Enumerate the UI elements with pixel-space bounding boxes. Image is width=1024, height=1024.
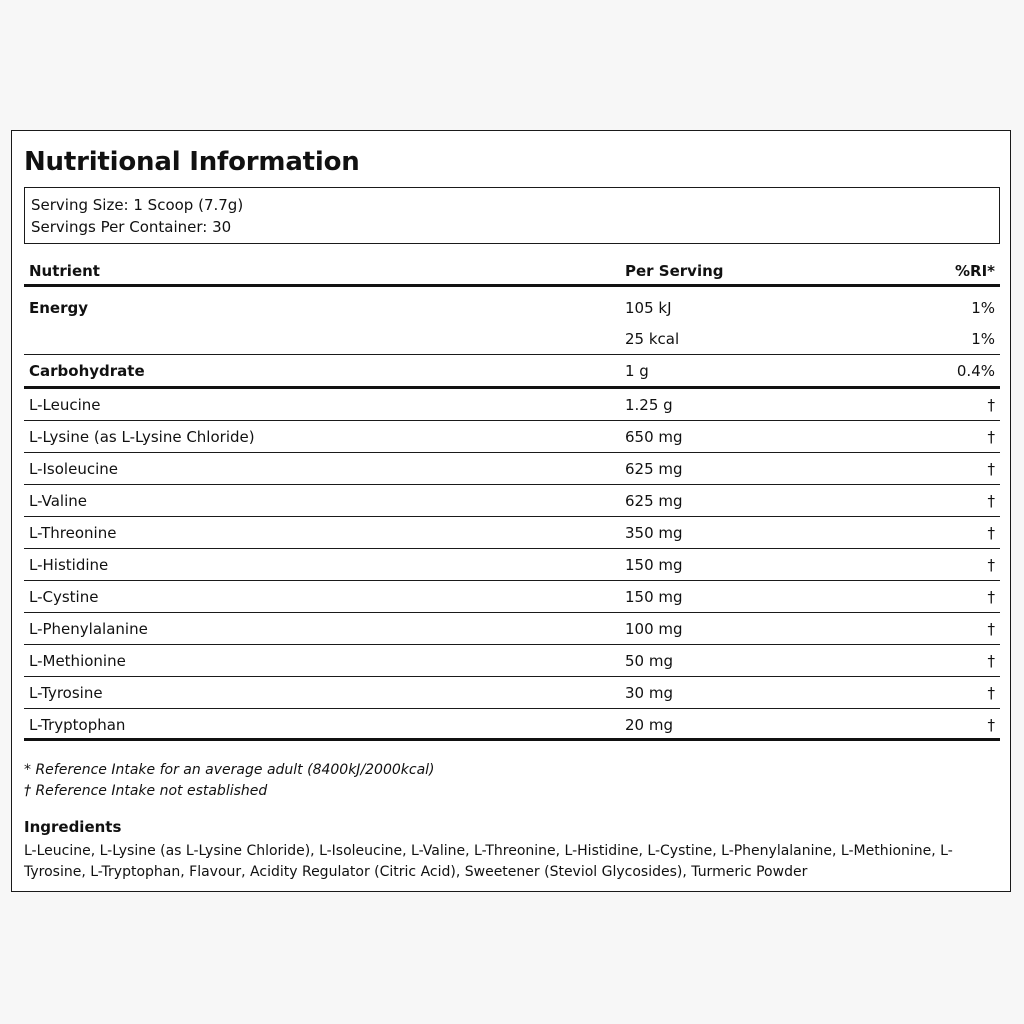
carbohydrate-row xyxy=(24,355,1000,389)
nutrient-ri: † xyxy=(987,556,995,574)
serving-size: Serving Size: 1 Scoop (7.7g) xyxy=(31,196,244,214)
nutrient-name: L-Leucine xyxy=(29,396,101,414)
table-row xyxy=(24,517,1000,549)
table-row xyxy=(24,549,1000,581)
energy-label: Energy xyxy=(29,299,89,317)
nutrient-amount: 20 mg xyxy=(625,716,673,734)
nutrient-amount: 150 mg xyxy=(625,556,683,574)
nutrient-amount: 625 mg xyxy=(625,460,683,478)
footnotes xyxy=(24,760,435,802)
table-row xyxy=(24,485,1000,517)
panel-title: Nutritional Information xyxy=(24,147,360,177)
nutrient-amount: 50 mg xyxy=(625,652,673,670)
footnote-reference-intake: * Reference Intake for an average adult (8400kJ/2000kcal) xyxy=(24,762,435,778)
nutrient-ri: † xyxy=(987,620,995,638)
ingredients-title: Ingredients xyxy=(24,818,122,836)
nutrient-name: L-Isoleucine xyxy=(29,460,118,478)
nutrient-name: L-Cystine xyxy=(29,588,99,606)
table-row xyxy=(24,677,1000,709)
nutrient-name: L-Histidine xyxy=(29,556,109,574)
nutrient-amount: 1.25 g xyxy=(625,396,673,414)
nutrient-ri: † xyxy=(987,524,995,542)
nutrient-ri: † xyxy=(987,588,995,606)
table-row xyxy=(24,453,1000,485)
header-per-serving: Per Serving xyxy=(625,262,724,280)
nutrient-amount: 30 mg xyxy=(625,684,673,702)
nutrient-amount: 625 mg xyxy=(625,492,683,510)
nutrient-name: L-Phenylalanine xyxy=(29,620,148,638)
energy-row xyxy=(24,287,1000,355)
table-row xyxy=(24,709,1000,741)
nutrient-name: L-Methionine xyxy=(29,652,126,670)
energy-kcal-ri: 1% xyxy=(971,330,995,348)
nutrient-amount: 650 mg xyxy=(625,428,683,446)
nutrient-name: L-Threonine xyxy=(29,524,117,542)
energy-kcal: 25 kcal xyxy=(625,330,680,348)
header-nutrient: Nutrient xyxy=(29,262,100,280)
table-row xyxy=(24,613,1000,645)
nutrition-panel xyxy=(11,130,1011,892)
nutrient-ri: † xyxy=(987,460,995,478)
footnote-not-established: † Reference Intake not established xyxy=(24,783,268,799)
header-ri: %RI* xyxy=(954,262,995,280)
nutrient-amount: 100 mg xyxy=(625,620,683,638)
carbohydrate-amount: 1 g xyxy=(625,362,649,380)
nutrient-name: L-Tyrosine xyxy=(29,684,103,702)
nutrient-ri: † xyxy=(987,716,995,734)
energy-kj-ri: 1% xyxy=(971,299,995,317)
table-row xyxy=(24,389,1000,421)
energy-kj: 105 kJ xyxy=(625,299,672,317)
ingredients-text: L-Leucine, L-Lysine (as L-Lysine Chloride), L-Isoleucine, L-Valine, L-Threonine, L-Histidine, L-Cystine, L-Phenylalanine, L-Methionine, L-Tyrosine, L-Tryptophan, Flavour, Acidity Regulator (Citric Acid), Sweetener (Steviol Glycosides), Turmeric Powder xyxy=(24,843,953,880)
nutrient-ri: † xyxy=(987,492,995,510)
table-row xyxy=(24,421,1000,453)
nutrient-ri: † xyxy=(987,396,995,414)
carbohydrate-label: Carbohydrate xyxy=(29,362,145,380)
nutrient-amount: 150 mg xyxy=(625,588,683,606)
nutrient-name: L-Lysine (as L-Lysine Chloride) xyxy=(29,428,255,446)
nutrient-amount: 350 mg xyxy=(625,524,683,542)
table-row xyxy=(24,645,1000,677)
servings-per-container: Servings Per Container: 30 xyxy=(31,218,232,236)
nutrient-ri: † xyxy=(987,652,995,670)
carbohydrate-ri: 0.4% xyxy=(956,362,995,380)
table-row xyxy=(24,581,1000,613)
nutrition-table xyxy=(24,255,1000,741)
nutrient-ri: † xyxy=(987,684,995,702)
nutrient-name: L-Tryptophan xyxy=(29,716,126,734)
serving-info-box xyxy=(24,187,1000,244)
table-header xyxy=(24,255,1000,287)
nutrient-ri: † xyxy=(987,428,995,446)
nutrient-name: L-Valine xyxy=(29,492,87,510)
